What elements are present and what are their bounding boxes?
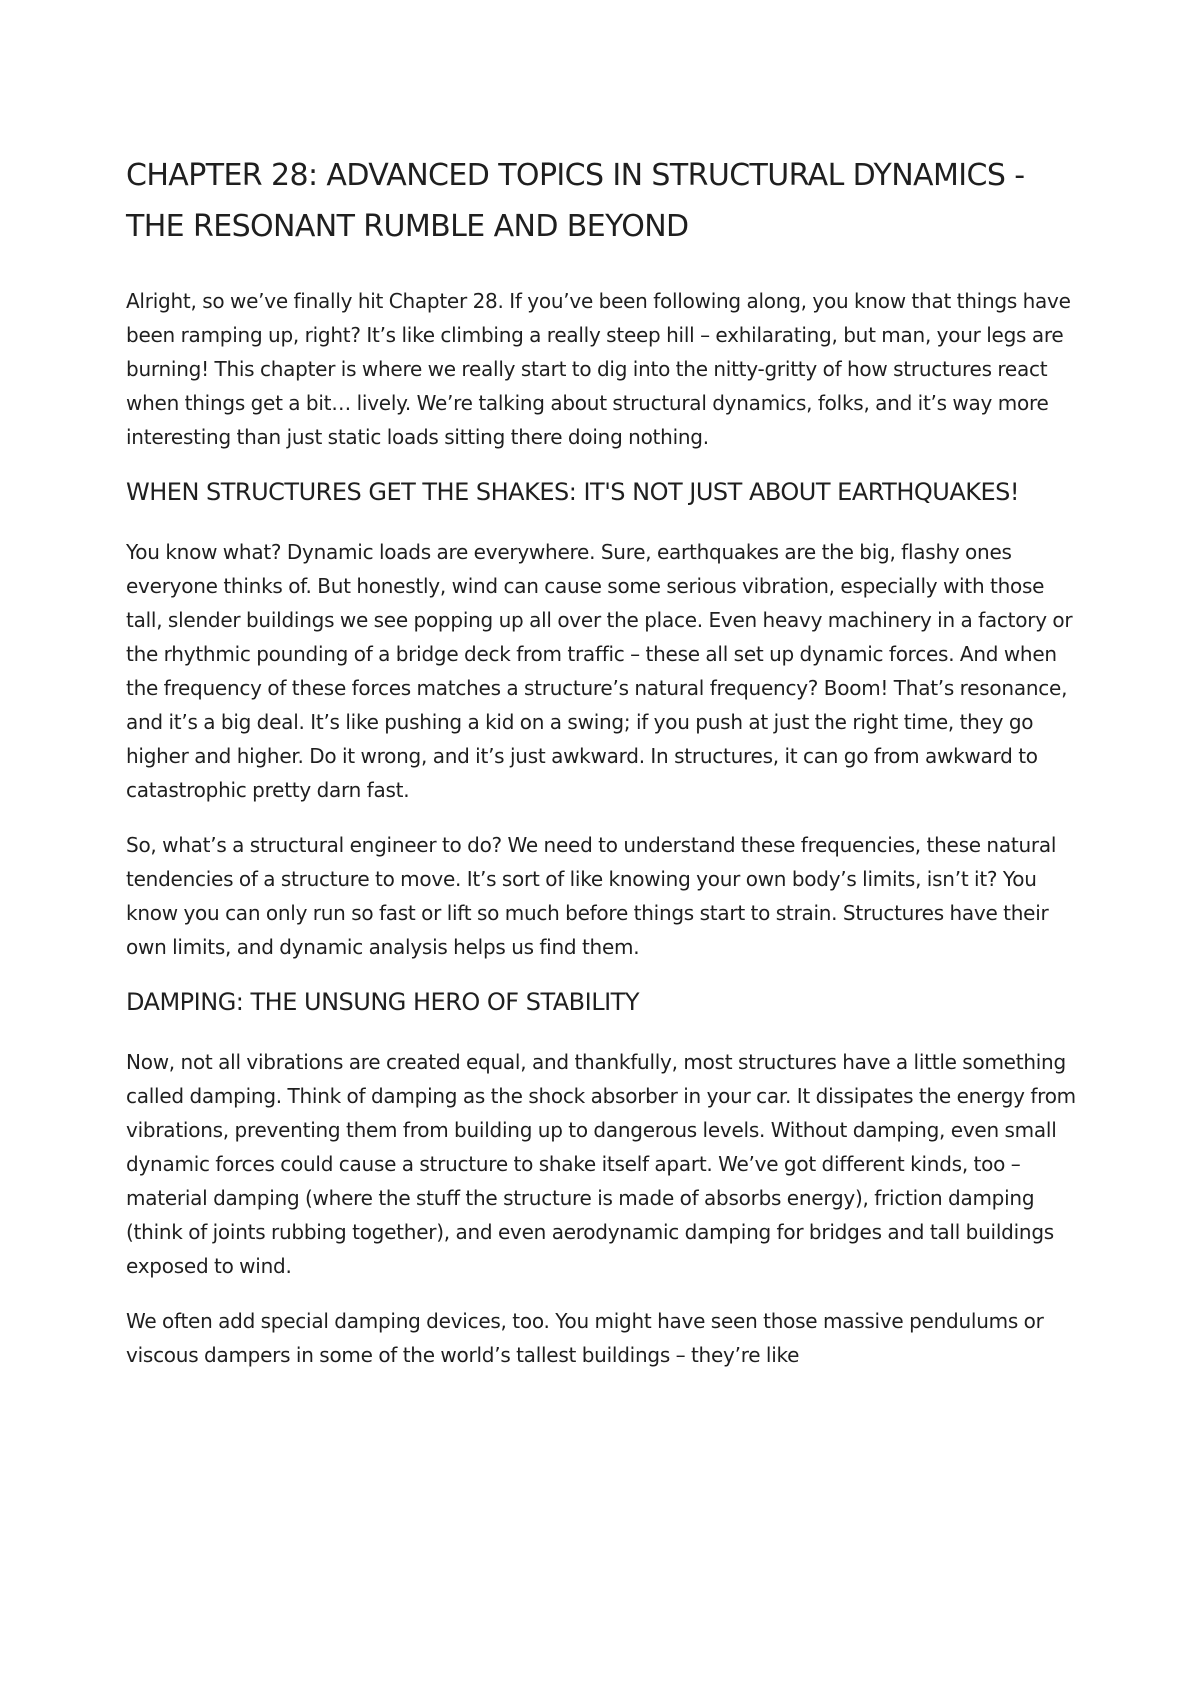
paragraph: So, what’s a structural engineer to do? We need to understand these frequencies, these natural tendencies of a structure to move. It’s sort of like knowing your own body’s limits, isn’t it? You know you can only run so fast or lift so much before things start to strain. Structures have their own limits, and dynamic analysis helps us find them.	[126, 833, 1057, 959]
paragraph: You know what? Dynamic loads are everywhere. Sure, earthquakes are the big, flashy ones everyone thinks of. But honestly, wind can cause some serious vibration, especially with those tall, slender buildings we see popping up all over the place. Even heavy machinery in a factory or the rhythmic pounding of a bridge deck from traffic – these all set up dynamic forces. And when the frequency of these forces matches a structure’s natural frequency? Boom! That’s resonance, and it’s a big deal. It’s like pushing a kid on a swing; if you push at just the right time, they go higher and higher. Do it wrong, and it’s just awkward. In structures, it can go from awkward to catastrophic pretty darn fast.	[126, 540, 1073, 802]
paragraph: We often add special damping devices, too. You might have seen those massive pendulums or viscous dampers in some of the world’s tallest buildings – they’re like	[126, 1309, 1044, 1367]
intro-paragraph: Alright, so we’ve finally hit Chapter 28. If you’ve been following along, you know that things have been ramping up, right? It’s like climbing a really steep hill – exhilarating, but man, your legs are burning! This chapter is where we really start to dig into the nitty-gritty of how structures react when things get a bit… lively. We’re talking about structural dynamics, folks, and it’s way more interesting than just static loads sitting there doing nothing.	[126, 289, 1071, 449]
section-heading-shakes: WHEN STRUCTURES GET THE SHAKES: IT'S NOT JUST ABOUT EARTHQUAKES!	[126, 478, 1020, 506]
chapter-title: CHAPTER 28: ADVANCED TOPICS IN STRUCTURAL DYNAMICS - THE RESONANT RUMBLE AND BEYOND	[126, 158, 1025, 244]
section-heading-damping: DAMPING: THE UNSUNG HERO OF STABILITY	[126, 988, 639, 1016]
paragraph: Now, not all vibrations are created equal, and thankfully, most structures have a little something called damping. Think of damping as the shock absorber in your car. It dissipates the energy from vibrations, preventing them from building up to dangerous levels. Without damping, even small dynamic forces could cause a structure to shake itself apart. We’ve got different kinds, too – material damping (where the stuff the structure is made of absorbs energy), friction damping (think of joints rubbing together), and even aerodynamic damping for bridges and tall buildings exposed to wind.	[126, 1050, 1076, 1278]
document-page	[126, 150, 1086, 1393]
